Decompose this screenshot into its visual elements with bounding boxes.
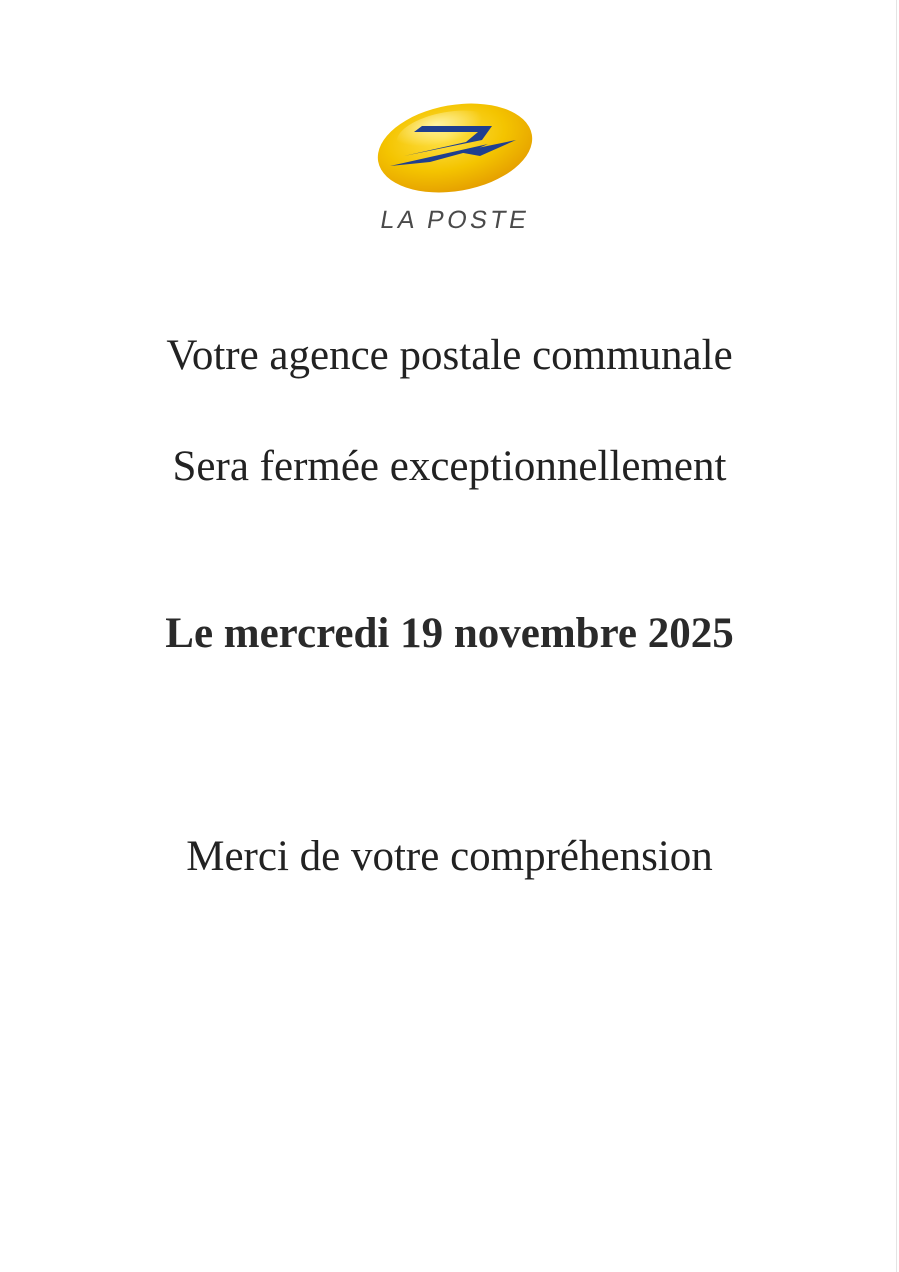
la-poste-wordmark: LA POSTE bbox=[378, 206, 532, 234]
notice-date: Le mercredi 19 novembre 2025 bbox=[165, 610, 734, 657]
la-poste-bird-icon bbox=[370, 100, 540, 200]
notice-line-agency: Votre agence postale communale bbox=[166, 332, 733, 379]
la-poste-logo bbox=[330, 96, 580, 246]
notice-line-closed: Sera fermée exceptionnellement bbox=[172, 443, 727, 490]
notice-closing: Merci de votre compréhension bbox=[186, 833, 713, 880]
